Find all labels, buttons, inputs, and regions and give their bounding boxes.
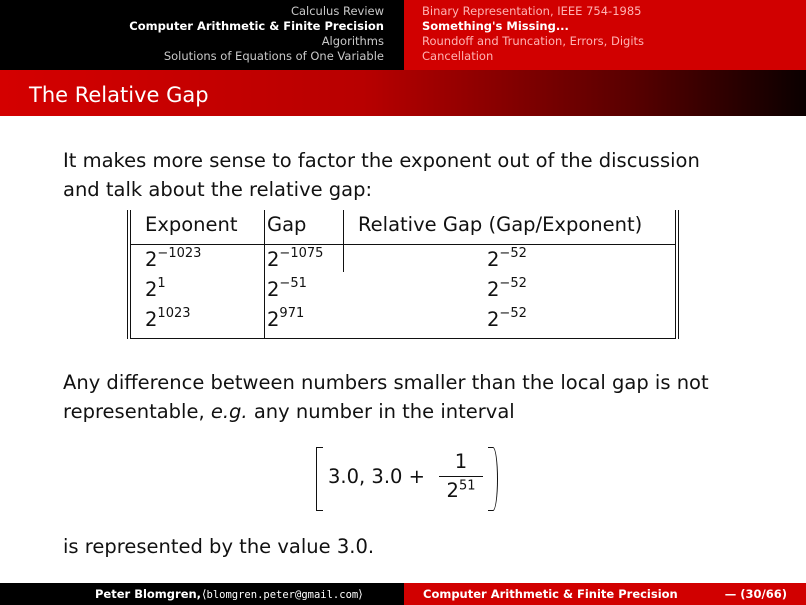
table-bottom-rule [130,338,676,339]
table-cell: $2^{-1023}$ [145,245,202,271]
nav-subsection-cancellation[interactable]: Cancellation [422,49,494,63]
table-header-relative-gap: Relative Gap (Gap/Exponent) [358,213,643,236]
table-cell: $2^{-52}$ [487,275,527,301]
table-cell: $2^{-1075}$ [267,245,324,271]
subsection-nav [404,0,806,70]
table-cell: $2^{1023}$ [145,305,191,331]
nav-subsection-roundoff[interactable]: Roundoff and Truncation, Errors, Digits [422,34,645,48]
nav-subsection-binary-representation[interactable]: Binary Representation, IEEE 754-1985 [422,4,642,18]
fraction-bar [439,476,483,477]
table-border-left-inner [130,210,131,339]
table-cell: $2^{971}$ [267,305,305,331]
table-border-right-inner [675,210,676,339]
difference-paragraph [63,368,709,426]
interval-left-part: 3.0, 3.0 + [328,465,425,488]
footer-email: ⟨blomgren.peter@gmail.com⟩ [202,587,363,601]
nav-section-computer-arithmetic[interactable]: Computer Arithmetic & Finite Precision [129,19,384,33]
footer-title-block [404,583,806,605]
nav-subsection-somethings-missing[interactable]: Something's Missing... [422,19,569,33]
table-header-exponent: Exponent [145,213,238,236]
fraction-denominator: $2^{51}$ [446,478,476,502]
table-divider-gap [343,210,344,272]
frame-title: The Relative Gap [29,83,209,107]
section-nav [0,0,404,70]
table-border-left-outer [127,210,128,339]
difference-line-2: representable, e.g. any number in the interval [63,400,515,423]
table-cell: $2^{-52}$ [487,245,527,271]
footer-bar [0,583,806,605]
table-border-right-outer [678,210,679,339]
table-header-gap: Gap [267,213,307,236]
frame-title-bar [0,70,806,116]
footer-page-number: — (30/66) [724,587,787,601]
nav-section-calculus-review[interactable]: Calculus Review [290,4,384,18]
table-cell: $2^{-52}$ [487,305,527,331]
footer-author-block [0,583,404,605]
table-cell: $2^{-51}$ [267,275,307,301]
difference-line-1: Any difference between numbers smaller than the local gap is not [63,371,709,394]
interval-formula [316,443,496,513]
right-parenthesis [488,447,498,511]
intro-paragraph [63,146,700,204]
navigation-bar [0,0,806,70]
nav-section-solutions[interactable]: Solutions of Equations of One Variable [163,49,384,63]
fraction [435,451,487,502]
intro-line-1: It makes more sense to factor the exponent out of the discussion [63,149,700,172]
table-cell: $2^1$ [145,275,166,301]
table-divider [264,210,265,339]
footer-author: Peter Blomgren, [95,587,202,601]
nav-section-algorithms[interactable]: Algorithms [321,34,384,48]
relative-gap-table [127,210,679,339]
fraction-numerator: 1 [454,450,468,473]
conclusion-paragraph: is represented by the value 3.0. [63,535,375,558]
footer-title: Computer Arithmetic & Finite Precision [423,587,678,601]
left-bracket [316,447,323,511]
table-header-rule [130,244,676,245]
intro-line-2: and talk about the relative gap: [63,178,373,201]
